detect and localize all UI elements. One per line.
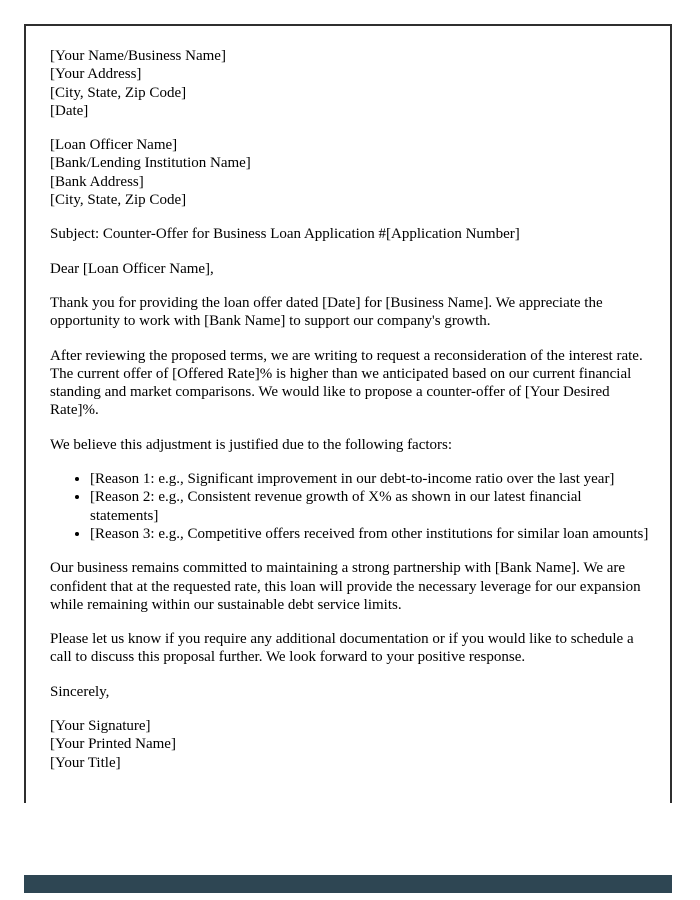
- title-line: [Your Title]: [50, 754, 121, 771]
- factor-item-3: • [Reason 3: e.g., Competitive offers received from other institutions for similar loan amounts]: [90, 525, 650, 543]
- sender-city-line: [City, State, Zip Code]: [50, 84, 187, 101]
- sender-name-line: [Your Name/Business Name]: [50, 48, 226, 64]
- paragraph-reconsideration: After reviewing the proposed terms, we are writing to request a reconsideration of the interest rate. The current offer of [Offered Rate]% is higher than we anticipated based on our current financial standing and market comparisons. We would like to propose a counter-offer of [Your Desired Rate]%.: [50, 347, 643, 419]
- recipient-name-line: [Loan Officer Name]: [50, 137, 178, 154]
- paragraph-call-to-action: Please let us know if you require any additional documentation or if you would like to schedule a call to discuss this proposal further. We look forward to your positive response.: [50, 631, 634, 666]
- paragraph-thank-you: Thank you for providing the loan offer dated [Date] for [Business Name]. We appreciate the opportunity to work with [Bank Name] to support our company's growth.: [50, 294, 603, 330]
- paragraph-factors-intro: We believe this adjustment is justified due to the following factors:: [50, 436, 453, 453]
- printed-name-line: [Your Printed Name]: [50, 736, 176, 753]
- sender-address-block: [50, 47, 650, 120]
- date-line: [Date]: [50, 102, 89, 119]
- recipient-address-block: [50, 136, 650, 209]
- recipient-address-line: [Bank Address]: [50, 173, 144, 190]
- footer-bar: [24, 875, 672, 893]
- factor-item-2: • [Reason 2: e.g., Consistent revenue growth of X% as shown in our latest financial statements]: [90, 488, 650, 525]
- signature-block: [50, 717, 650, 772]
- signature-line: [Your Signature]: [50, 718, 151, 735]
- recipient-city-line: [City, State, Zip Code]: [50, 192, 187, 209]
- sender-address-line: [Your Address]: [50, 66, 142, 83]
- sign-off: Sincerely,: [50, 683, 110, 700]
- letter-document: [24, 24, 672, 803]
- paragraph-commitment: Our business remains committed to maintaining a strong partnership with [Bank Name]. We are confident that at the requested rate, this loan will provide the necessary leverage for our expansion while remaining within our sustainable debt service limits.: [50, 560, 641, 613]
- subject-line: Subject: Counter-Offer for Business Loan Application #[Application Number]: [50, 226, 520, 243]
- factors-list: [50, 470, 650, 543]
- factor-item-1: • [Reason 1: e.g., Significant improvement in our debt-to-income ratio over the last year]: [90, 470, 650, 488]
- salutation: Dear [Loan Officer Name],: [50, 260, 214, 277]
- recipient-institution-line: [Bank/Lending Institution Name]: [50, 155, 251, 172]
